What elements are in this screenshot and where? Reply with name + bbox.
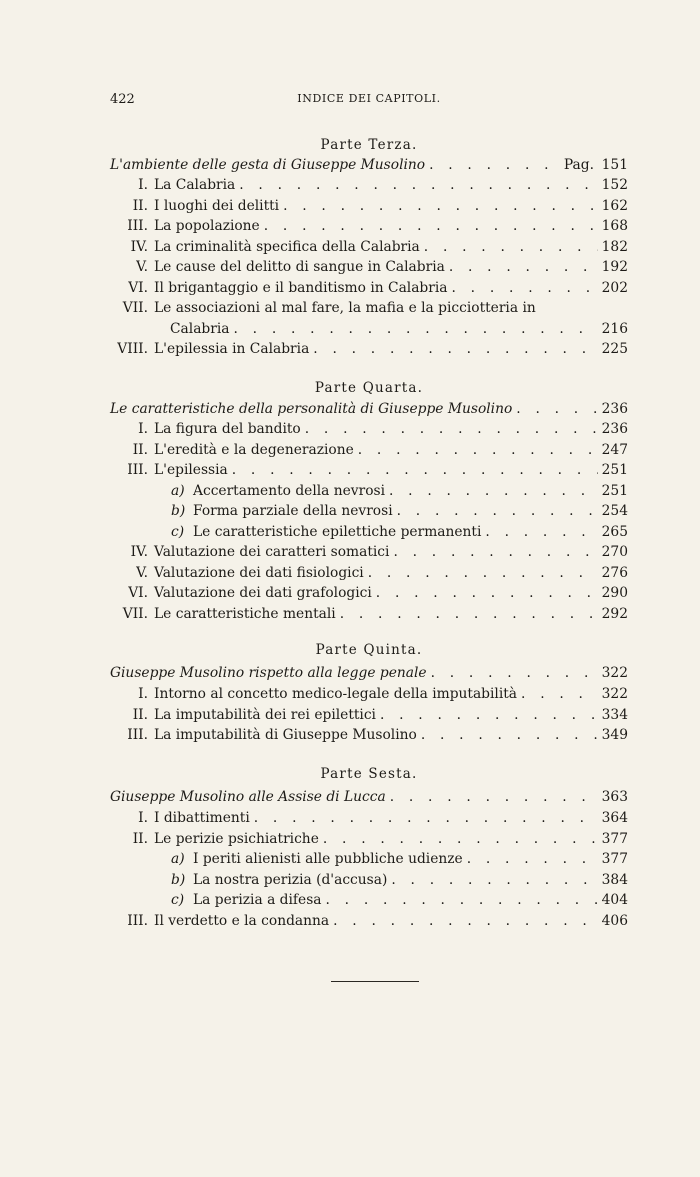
toc-lead-entry[interactable] [110, 401, 628, 421]
toc-page-number: 276 [601, 565, 628, 581]
toc-page-number: 265 [601, 524, 628, 540]
toc-page-number: 254 [601, 503, 628, 519]
entry-title: L'epilessia [154, 462, 228, 478]
dot-leader [235, 177, 598, 193]
chapter-number: IV. [130, 544, 148, 560]
entry-title: La popolazione [154, 218, 260, 234]
toc-lead-entry[interactable] [110, 157, 628, 177]
entry-title: La criminalità specifica della Calabria [154, 239, 420, 255]
dot-leader [385, 483, 598, 499]
chapter-number: I. [138, 810, 148, 826]
toc-entry[interactable] [114, 300, 600, 320]
dot-leader [463, 851, 598, 867]
toc-entry[interactable] [114, 259, 628, 279]
dot-leader [279, 198, 598, 214]
toc-page-number: 225 [601, 341, 628, 357]
running-title: INDICE DEI CAPITOLI. [297, 92, 441, 105]
toc-page-number: 162 [601, 198, 628, 214]
chapter-number: I. [138, 686, 148, 702]
entry-title: Intorno al concetto medico-legale della imputabilità [154, 686, 518, 702]
toc-page-number: 334 [601, 707, 628, 723]
entry-title: L'eredità e la degenerazione [154, 442, 354, 458]
toc-subentry[interactable] [171, 524, 628, 544]
toc-page-number: 384 [601, 872, 628, 888]
toc-page-number: 364 [601, 810, 628, 826]
toc-lead-text: Giuseppe Musolino rispetto alla legge penale [110, 665, 427, 681]
dot-leader [364, 565, 598, 581]
closing-rule [331, 981, 419, 982]
dot-leader [230, 321, 599, 337]
dot-leader [393, 503, 598, 519]
entry-title: La nostra perizia (d'accusa) [193, 872, 388, 888]
chapter-number: II. [132, 442, 148, 458]
toc-page-number: 251 [601, 462, 628, 478]
chapter-number: V. [136, 259, 148, 275]
chapter-number: II. [132, 707, 148, 723]
dot-leader [481, 524, 598, 540]
entry-title: La imputabilità di Giuseppe Musolino [154, 727, 417, 743]
dot-leader [228, 462, 598, 478]
toc-entry[interactable] [114, 442, 628, 462]
toc-page-number: 152 [601, 177, 628, 193]
toc-entry[interactable] [114, 177, 628, 197]
entry-title: I periti alienisti alle pubbliche udienze [193, 851, 463, 867]
toc-page-number: 236 [601, 401, 628, 417]
chapter-number: VIII. [117, 341, 148, 357]
toc-entry[interactable] [114, 727, 628, 747]
subentry-letter: c) [171, 524, 185, 540]
dot-leader [427, 665, 598, 681]
dot-leader [376, 707, 598, 723]
dot-leader [250, 810, 598, 826]
chapter-number: VII. [122, 300, 148, 316]
dot-leader [517, 686, 598, 702]
toc-lead-text: Giuseppe Musolino alle Assise di Lucca [110, 789, 386, 805]
entry-title: I dibattimenti [154, 810, 250, 826]
part-title: Parte Sesta. [320, 766, 418, 782]
toc-entry[interactable] [114, 585, 628, 605]
dot-leader [309, 341, 598, 357]
chapter-number: VII. [122, 606, 148, 622]
toc-entry[interactable] [114, 239, 628, 259]
toc-page-number: 322 [601, 665, 628, 681]
toc-subentry[interactable] [171, 892, 628, 912]
entry-title: Le associazioni al mal fare, la mafia e la picciotteria in [154, 300, 536, 316]
toc-subentry[interactable] [171, 483, 628, 503]
toc-page-number: 377 [601, 851, 628, 867]
dot-leader [445, 259, 598, 275]
toc-entry[interactable] [114, 544, 628, 564]
chapter-number: II. [132, 198, 148, 214]
entry-title: Le caratteristiche epilettiche permanenti [193, 524, 482, 540]
dot-leader [420, 239, 598, 255]
entry-title: La imputabilità dei rei epilettici [154, 707, 376, 723]
toc-page-number: 247 [601, 442, 628, 458]
entry-title: Valutazione dei dati fisiologici [154, 565, 364, 581]
entry-title: Forma parziale della nevrosi [193, 503, 393, 519]
toc-page-number: 251 [601, 483, 628, 499]
toc-entry[interactable] [114, 280, 628, 300]
toc-entry[interactable] [114, 341, 628, 361]
dot-leader [387, 872, 598, 888]
chapter-number: VI. [128, 585, 148, 601]
entry-title: Il brigantaggio e il banditismo in Calabria [154, 280, 448, 296]
part-title: Parte Terza. [320, 137, 418, 153]
toc-page-number: 292 [601, 606, 628, 622]
entry-title: Il verdetto e la condanna [154, 913, 330, 929]
dot-leader [336, 606, 598, 622]
toc-page-number: 151 [601, 157, 628, 173]
toc-page-number: 322 [601, 686, 628, 702]
page-number: 422 [110, 92, 135, 107]
chapter-number: III. [127, 727, 148, 743]
chapter-number: IV. [130, 239, 148, 255]
entry-title: Valutazione dei caratteri somatici [154, 544, 390, 560]
toc-page-number: 168 [601, 218, 628, 234]
entry-title: La figura del bandito [154, 421, 301, 437]
chapter-number: III. [127, 913, 148, 929]
dot-leader [389, 544, 598, 560]
part-title: Parte Quinta. [315, 642, 423, 658]
toc-entry[interactable] [114, 913, 628, 933]
chapter-number: III. [127, 218, 148, 234]
toc-entry-continuation[interactable] [170, 321, 628, 341]
toc-entry[interactable] [114, 831, 628, 851]
subentry-letter: b) [171, 503, 186, 519]
toc-subentry[interactable] [171, 503, 628, 523]
toc-lead-entry[interactable] [110, 665, 628, 685]
chapter-number: I. [138, 177, 148, 193]
entry-title: I luoghi dei delitti [154, 198, 280, 214]
dot-leader [386, 789, 598, 805]
dot-leader [354, 442, 598, 458]
toc-entry[interactable] [114, 421, 628, 441]
chapter-number: V. [136, 565, 148, 581]
toc-entry[interactable] [114, 198, 628, 218]
toc-page-number: 290 [601, 585, 628, 601]
entry-title: L'epilessia in Calabria [154, 341, 310, 357]
toc-lead-text: L'ambiente delle gesta di Giuseppe Musolino [110, 157, 426, 173]
subentry-letter: c) [171, 892, 185, 908]
toc-entry[interactable] [114, 218, 628, 238]
chapter-number: II. [132, 831, 148, 847]
toc-page-number: 349 [601, 727, 628, 743]
chapter-number: I. [138, 421, 148, 437]
entry-title: Le cause del delitto di sangue in Calabria [154, 259, 445, 275]
toc-page-number: 202 [601, 280, 628, 296]
toc-lead-entry[interactable] [110, 789, 628, 809]
toc-entry[interactable] [114, 606, 628, 626]
toc-page-number: 270 [601, 544, 628, 560]
toc-entry[interactable] [114, 565, 628, 585]
toc-page-number: 182 [601, 239, 628, 255]
page-header [110, 92, 628, 112]
subentry-letter: b) [171, 872, 186, 888]
toc-page-number: 192 [601, 259, 628, 275]
toc-page-number: 236 [601, 421, 628, 437]
toc-page-number: 404 [601, 892, 628, 908]
dot-leader [329, 913, 598, 929]
toc-lead-text: Le caratteristiche della personalità di Giuseppe Musolino [110, 401, 513, 417]
entry-title-continuation: Calabria [170, 321, 230, 337]
toc-page-number: 406 [601, 913, 628, 929]
toc-page-number: 363 [601, 789, 628, 805]
toc-page-number: 377 [601, 831, 628, 847]
toc-entry[interactable] [114, 707, 628, 727]
part-title: Parte Quarta. [314, 380, 424, 396]
toc-entry[interactable] [114, 686, 628, 706]
dot-leader [425, 157, 564, 173]
entry-title: La perizia a difesa [193, 892, 322, 908]
dot-leader [417, 727, 598, 743]
page-prefix: Pag. [563, 157, 594, 173]
dot-leader [301, 421, 598, 437]
toc-page-number: 216 [601, 321, 628, 337]
dot-leader [319, 831, 598, 847]
subentry-letter: a) [171, 851, 185, 867]
chapter-number: VI. [128, 280, 148, 296]
chapter-number: III. [127, 462, 148, 478]
toc-entry[interactable] [114, 810, 628, 830]
toc-subentry[interactable] [171, 872, 628, 892]
dot-leader [372, 585, 598, 601]
toc-subentry[interactable] [171, 851, 628, 871]
dot-leader [322, 892, 598, 908]
dot-leader [448, 280, 598, 296]
entry-title: Le caratteristiche mentali [154, 606, 336, 622]
entry-title: Le perizie psichiatriche [154, 831, 319, 847]
entry-title: La Calabria [154, 177, 236, 193]
dot-leader [260, 218, 598, 234]
subentry-letter: a) [171, 483, 185, 499]
entry-title: Valutazione dei dati grafologici [154, 585, 372, 601]
dot-leader [512, 401, 598, 417]
entry-title: Accertamento della nevrosi [193, 483, 385, 499]
toc-entry[interactable] [114, 462, 628, 482]
